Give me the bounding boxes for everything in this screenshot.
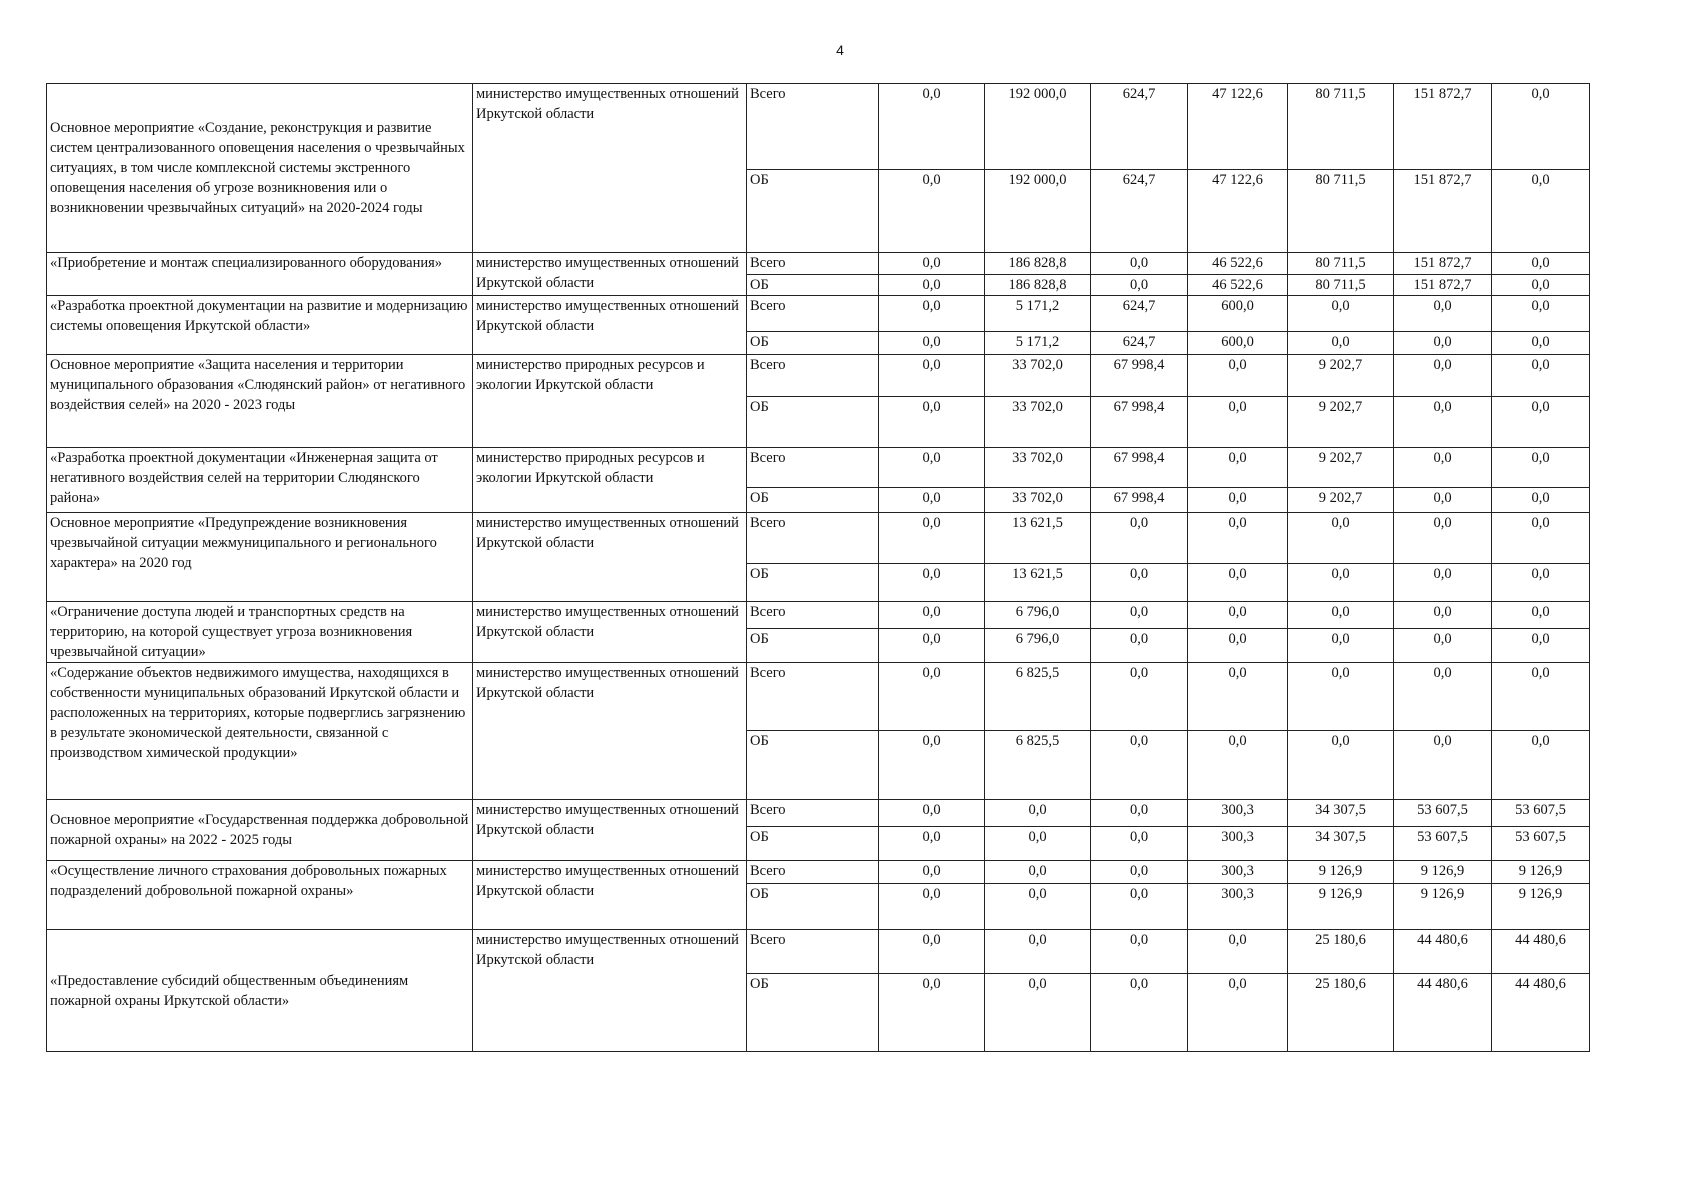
amount-cell: 46 522,6	[1188, 253, 1288, 275]
amount-cell: 0,0	[1091, 602, 1188, 629]
amount-cell: 9 126,9	[1288, 861, 1394, 884]
amount-cell: 80 711,5	[1288, 170, 1394, 253]
table-row	[47, 296, 1590, 332]
amount-cell: 0,0	[985, 884, 1091, 930]
responsible-agency: министерство имущественных отношений Иркутской области	[473, 930, 747, 1052]
amount-cell: 0,0	[879, 731, 985, 800]
amount-cell: 80 711,5	[1288, 275, 1394, 296]
amount-cell: 0,0	[1188, 488, 1288, 513]
amount-cell: 0,0	[1091, 564, 1188, 602]
amount-cell: 0,0	[1091, 253, 1188, 275]
responsible-agency: министерство имущественных отношений Иркутской области	[473, 84, 747, 253]
funding-source: Всего	[747, 296, 879, 332]
funding-source: ОБ	[747, 827, 879, 861]
amount-cell: 9 126,9	[1288, 884, 1394, 930]
amount-cell: 33 702,0	[985, 488, 1091, 513]
table-row	[47, 84, 1590, 170]
amount-cell: 300,3	[1188, 884, 1288, 930]
funding-source: ОБ	[747, 564, 879, 602]
amount-cell: 0,0	[1492, 663, 1590, 731]
amount-cell: 9 126,9	[1492, 861, 1590, 884]
amount-cell: 186 828,8	[985, 275, 1091, 296]
responsible-agency: министерство имущественных отношений Иркутской области	[473, 800, 747, 861]
amount-cell: 53 607,5	[1394, 827, 1492, 861]
responsible-agency: министерство имущественных отношений Иркутской области	[473, 602, 747, 663]
amount-cell: 0,0	[1394, 332, 1492, 355]
funding-source: ОБ	[747, 332, 879, 355]
table-row	[47, 355, 1590, 397]
amount-cell: 0,0	[1188, 448, 1288, 488]
amount-cell: 192 000,0	[985, 170, 1091, 253]
amount-cell: 47 122,6	[1188, 170, 1288, 253]
amount-cell: 0,0	[1492, 602, 1590, 629]
amount-cell: 67 998,4	[1091, 448, 1188, 488]
amount-cell: 0,0	[879, 488, 985, 513]
amount-cell: 0,0	[1492, 488, 1590, 513]
table-row	[47, 253, 1590, 275]
amount-cell: 0,0	[1091, 827, 1188, 861]
amount-cell: 0,0	[879, 884, 985, 930]
amount-cell: 25 180,6	[1288, 930, 1394, 974]
amount-cell: 0,0	[1091, 861, 1188, 884]
amount-cell: 67 998,4	[1091, 488, 1188, 513]
funding-source: ОБ	[747, 731, 879, 800]
event-name: «Разработка проектной документации на развитие и модернизацию системы оповещения Иркутской области»	[47, 296, 473, 355]
amount-cell: 0,0	[1394, 602, 1492, 629]
responsible-agency: министерство имущественных отношений Иркутской области	[473, 663, 747, 800]
amount-cell: 0,0	[1394, 513, 1492, 564]
amount-cell: 0,0	[1091, 884, 1188, 930]
amount-cell: 0,0	[1492, 170, 1590, 253]
amount-cell: 0,0	[879, 296, 985, 332]
amount-cell: 0,0	[1394, 296, 1492, 332]
amount-cell: 0,0	[1091, 731, 1188, 800]
amount-cell: 0,0	[1288, 628, 1394, 662]
amount-cell: 44 480,6	[1492, 974, 1590, 1052]
table-row	[47, 930, 1590, 974]
funding-source: ОБ	[747, 628, 879, 662]
funding-source: ОБ	[747, 275, 879, 296]
event-name: Основное мероприятие «Государственная поддержка добровольной пожарной охраны» на 2022 - 2025 годы	[47, 800, 473, 861]
event-name: «Предоставление субсидий общественным объединениям пожарной охраны Иркутской области»	[47, 930, 473, 1052]
amount-cell: 0,0	[1394, 731, 1492, 800]
amount-cell: 0,0	[879, 663, 985, 731]
amount-cell: 53 607,5	[1492, 800, 1590, 827]
amount-cell: 9 202,7	[1288, 355, 1394, 397]
amount-cell: 0,0	[985, 827, 1091, 861]
amount-cell: 151 872,7	[1394, 170, 1492, 253]
amount-cell: 0,0	[1492, 332, 1590, 355]
amount-cell: 33 702,0	[985, 355, 1091, 397]
event-name: Основное мероприятие «Предупреждение возникновения чрезвычайной ситуации межмуниципального и регионального характера» на 2020 год	[47, 513, 473, 602]
amount-cell: 0,0	[1188, 564, 1288, 602]
amount-cell: 0,0	[1492, 628, 1590, 662]
amount-cell: 0,0	[1091, 513, 1188, 564]
amount-cell: 0,0	[879, 253, 985, 275]
table-row	[47, 800, 1590, 827]
amount-cell: 0,0	[1091, 275, 1188, 296]
funding-source: Всего	[747, 448, 879, 488]
amount-cell: 5 171,2	[985, 296, 1091, 332]
event-name: «Содержание объектов недвижимого имущества, находящихся в собственности муниципальных образований Иркутской области и расположенных на территориях, которые подверглись загрязнению в результате экономической деятельности, связанной с производством химической продукции»	[47, 663, 473, 800]
funding-source: Всего	[747, 513, 879, 564]
amount-cell: 0,0	[1288, 602, 1394, 629]
amount-cell: 0,0	[879, 355, 985, 397]
amount-cell: 0,0	[1288, 731, 1394, 800]
amount-cell: 0,0	[879, 170, 985, 253]
funding-source: Всего	[747, 861, 879, 884]
amount-cell: 0,0	[879, 448, 985, 488]
amount-cell: 25 180,6	[1288, 974, 1394, 1052]
amount-cell: 0,0	[879, 827, 985, 861]
amount-cell: 0,0	[1091, 800, 1188, 827]
amount-cell: 0,0	[1394, 355, 1492, 397]
funding-source: Всего	[747, 355, 879, 397]
funding-source: ОБ	[747, 488, 879, 513]
amount-cell: 9 202,7	[1288, 488, 1394, 513]
amount-cell: 0,0	[985, 930, 1091, 974]
table-row	[47, 663, 1590, 731]
amount-cell: 0,0	[879, 602, 985, 629]
amount-cell: 0,0	[879, 974, 985, 1052]
amount-cell: 0,0	[879, 275, 985, 296]
amount-cell: 13 621,5	[985, 513, 1091, 564]
funding-source: Всего	[747, 253, 879, 275]
amount-cell: 0,0	[1492, 564, 1590, 602]
event-name: Основное мероприятие «Защита населения и территории муниципального образования «Слюдянский район» от негативного воздействия селей» на 2020 - 2023 годы	[47, 355, 473, 448]
amount-cell: 44 480,6	[1394, 974, 1492, 1052]
amount-cell: 0,0	[1288, 332, 1394, 355]
amount-cell: 600,0	[1188, 332, 1288, 355]
amount-cell: 0,0	[879, 513, 985, 564]
amount-cell: 0,0	[1492, 397, 1590, 448]
amount-cell: 0,0	[1492, 513, 1590, 564]
amount-cell: 9 126,9	[1394, 861, 1492, 884]
amount-cell: 0,0	[1288, 296, 1394, 332]
amount-cell: 0,0	[879, 84, 985, 170]
amount-cell: 624,7	[1091, 84, 1188, 170]
responsible-agency: министерство имущественных отношений Иркутской области	[473, 253, 747, 296]
amount-cell: 0,0	[1188, 397, 1288, 448]
amount-cell: 300,3	[1188, 827, 1288, 861]
amount-cell: 67 998,4	[1091, 355, 1188, 397]
amount-cell: 47 122,6	[1188, 84, 1288, 170]
amount-cell: 13 621,5	[985, 564, 1091, 602]
amount-cell: 0,0	[1188, 731, 1288, 800]
amount-cell: 600,0	[1188, 296, 1288, 332]
amount-cell: 0,0	[1188, 930, 1288, 974]
funding-source: Всего	[747, 84, 879, 170]
amount-cell: 80 711,5	[1288, 253, 1394, 275]
amount-cell: 0,0	[1394, 397, 1492, 448]
responsible-agency: министерство имущественных отношений Иркутской области	[473, 861, 747, 930]
funding-source: Всего	[747, 930, 879, 974]
event-name: Основное мероприятие «Создание, реконструкция и развитие систем централизованного оповещения населения о чрезвычайных ситуациях, в том числе комплексной системы экстренного оповещения населения об угрозе возникновения или о возникновении чрезвычайных ситуаций» на 2020-2024 годы	[47, 84, 473, 253]
amount-cell: 67 998,4	[1091, 397, 1188, 448]
amount-cell: 0,0	[1492, 296, 1590, 332]
amount-cell: 186 828,8	[985, 253, 1091, 275]
amount-cell: 0,0	[1394, 488, 1492, 513]
amount-cell: 33 702,0	[985, 448, 1091, 488]
amount-cell: 0,0	[1188, 663, 1288, 731]
amount-cell: 53 607,5	[1394, 800, 1492, 827]
event-name: «Разработка проектной документации «Инженерная защита от негативного воздействия селей на территории Слюдянского района»	[47, 448, 473, 513]
amount-cell: 151 872,7	[1394, 253, 1492, 275]
amount-cell: 6 825,5	[985, 663, 1091, 731]
amount-cell: 0,0	[1091, 628, 1188, 662]
amount-cell: 0,0	[1188, 513, 1288, 564]
amount-cell: 6 825,5	[985, 731, 1091, 800]
funding-source: ОБ	[747, 170, 879, 253]
amount-cell: 300,3	[1188, 861, 1288, 884]
amount-cell: 0,0	[879, 332, 985, 355]
amount-cell: 9 202,7	[1288, 397, 1394, 448]
amount-cell: 80 711,5	[1288, 84, 1394, 170]
amount-cell: 0,0	[1394, 564, 1492, 602]
event-name: «Приобретение и монтаж специализированного оборудования»	[47, 253, 473, 296]
page-number: 4	[836, 42, 844, 58]
amount-cell: 0,0	[1394, 628, 1492, 662]
funding-source: Всего	[747, 800, 879, 827]
amount-cell: 0,0	[879, 800, 985, 827]
table-row	[47, 448, 1590, 488]
table-row	[47, 861, 1590, 884]
amount-cell: 0,0	[1492, 253, 1590, 275]
amount-cell: 0,0	[1492, 275, 1590, 296]
amount-cell: 0,0	[879, 628, 985, 662]
amount-cell: 33 702,0	[985, 397, 1091, 448]
event-name: «Осуществление личного страхования добровольных пожарных подразделений добровольной пожарной охраны»	[47, 861, 473, 930]
amount-cell: 53 607,5	[1492, 827, 1590, 861]
responsible-agency: министерство природных ресурсов и экологии Иркутской области	[473, 355, 747, 448]
amount-cell: 46 522,6	[1188, 275, 1288, 296]
amount-cell: 0,0	[879, 930, 985, 974]
funding-source: ОБ	[747, 974, 879, 1052]
event-name: «Ограничение доступа людей и транспортных средств на территорию, на которой существует угроза возникновения чрезвычайной ситуации»	[47, 602, 473, 663]
amount-cell: 0,0	[1188, 974, 1288, 1052]
amount-cell: 151 872,7	[1394, 275, 1492, 296]
amount-cell: 9 126,9	[1492, 884, 1590, 930]
amount-cell: 300,3	[1188, 800, 1288, 827]
amount-cell: 0,0	[1188, 602, 1288, 629]
table-row	[47, 602, 1590, 629]
amount-cell: 0,0	[879, 397, 985, 448]
amount-cell: 0,0	[985, 861, 1091, 884]
amount-cell: 0,0	[1492, 355, 1590, 397]
budget-table	[46, 83, 1590, 1052]
table-row	[47, 513, 1590, 564]
funding-source: ОБ	[747, 884, 879, 930]
amount-cell: 624,7	[1091, 332, 1188, 355]
amount-cell: 0,0	[879, 564, 985, 602]
amount-cell: 0,0	[879, 861, 985, 884]
responsible-agency: министерство имущественных отношений Иркутской области	[473, 296, 747, 355]
amount-cell: 44 480,6	[1492, 930, 1590, 974]
amount-cell: 624,7	[1091, 296, 1188, 332]
responsible-agency: министерство имущественных отношений Иркутской области	[473, 513, 747, 602]
amount-cell: 6 796,0	[985, 602, 1091, 629]
amount-cell: 0,0	[985, 800, 1091, 827]
amount-cell: 0,0	[1394, 663, 1492, 731]
amount-cell: 0,0	[1288, 513, 1394, 564]
amount-cell: 0,0	[1492, 731, 1590, 800]
funding-source: Всего	[747, 602, 879, 629]
amount-cell: 9 126,9	[1394, 884, 1492, 930]
amount-cell: 6 796,0	[985, 628, 1091, 662]
amount-cell: 0,0	[1091, 663, 1188, 731]
amount-cell: 9 202,7	[1288, 448, 1394, 488]
amount-cell: 0,0	[1091, 974, 1188, 1052]
amount-cell: 0,0	[1492, 84, 1590, 170]
amount-cell: 0,0	[1492, 448, 1590, 488]
amount-cell: 624,7	[1091, 170, 1188, 253]
funding-source: ОБ	[747, 397, 879, 448]
amount-cell: 0,0	[1394, 448, 1492, 488]
amount-cell: 34 307,5	[1288, 800, 1394, 827]
amount-cell: 0,0	[1091, 930, 1188, 974]
responsible-agency: министерство природных ресурсов и экологии Иркутской области	[473, 448, 747, 513]
funding-source: Всего	[747, 663, 879, 731]
amount-cell: 151 872,7	[1394, 84, 1492, 170]
amount-cell: 34 307,5	[1288, 827, 1394, 861]
amount-cell: 0,0	[1188, 355, 1288, 397]
amount-cell: 0,0	[985, 974, 1091, 1052]
amount-cell: 44 480,6	[1394, 930, 1492, 974]
amount-cell: 0,0	[1288, 564, 1394, 602]
amount-cell: 0,0	[1288, 663, 1394, 731]
amount-cell: 0,0	[1188, 628, 1288, 662]
amount-cell: 192 000,0	[985, 84, 1091, 170]
amount-cell: 5 171,2	[985, 332, 1091, 355]
